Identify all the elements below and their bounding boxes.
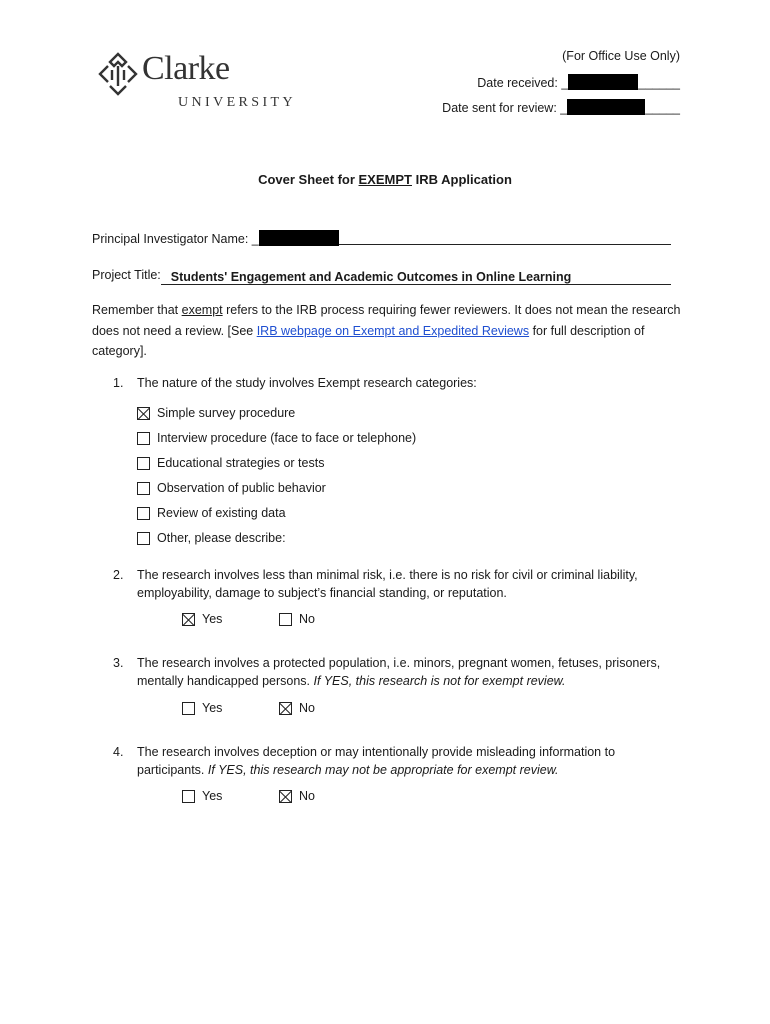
pi-name-colon: : _ xyxy=(244,232,259,246)
clarke-emblem-icon xyxy=(98,52,138,98)
checkbox[interactable] xyxy=(182,613,195,626)
option-label: Educational strategies or tests xyxy=(157,456,325,470)
question-3 xyxy=(113,654,683,694)
page-title xyxy=(0,172,770,187)
question-number: 2. xyxy=(113,568,124,582)
title-emphasis: EXEMPT xyxy=(358,172,412,187)
logo-wordmark: Clarke xyxy=(142,50,230,87)
date-received-blank: ______ xyxy=(638,76,680,90)
date-sent-label: Date sent for review: _ xyxy=(442,101,568,115)
yes-label: Yes xyxy=(202,789,223,803)
project-title-field[interactable]: Students' Engagement and Academic Outcomes in Online Learning xyxy=(161,270,671,285)
checkbox[interactable] xyxy=(137,407,150,420)
logo-subtitle: UNIVERSITY xyxy=(178,95,296,110)
q3-no[interactable] xyxy=(279,701,315,715)
note-text: Remember that xyxy=(92,303,182,317)
date-received-row xyxy=(477,74,680,90)
clarke-university-logo xyxy=(98,52,308,116)
project-title-row xyxy=(92,268,671,285)
title-prefix: Cover Sheet for xyxy=(258,172,359,187)
redaction-bar xyxy=(567,99,645,115)
q3-yes[interactable] xyxy=(182,701,222,715)
option-label: Interview procedure (face to face or telephone) xyxy=(157,431,417,445)
title-suffix: IRB Application xyxy=(411,172,512,187)
date-received-label: Date received: _ xyxy=(477,76,569,90)
q1-option[interactable] xyxy=(137,481,326,495)
no-label: No xyxy=(299,612,315,626)
question-text: The research involves a protected population, i.e. minors, pregnant women, fetuses, prisoners, mentally handicapped persons. If YES, this research is not for exempt review. xyxy=(137,656,661,688)
checkbox[interactable] xyxy=(137,532,150,545)
q4-no[interactable] xyxy=(279,789,315,803)
q1-option[interactable] xyxy=(137,456,324,470)
project-title-label: Project Title: xyxy=(92,268,161,282)
pi-name-field[interactable] xyxy=(339,231,671,245)
q1-option[interactable] xyxy=(137,531,286,545)
q1-option[interactable] xyxy=(137,506,286,520)
question-1 xyxy=(113,374,683,394)
checkbox[interactable] xyxy=(279,613,292,626)
note-text: refers to the IRB process requiring fewer reviewers. It does not mean the research does not need a review. [See xyxy=(92,303,681,338)
option-label: Simple survey procedure xyxy=(157,406,296,420)
date-sent-blank: _____ xyxy=(645,101,680,115)
q2-no[interactable] xyxy=(279,612,315,626)
question-number: 3. xyxy=(113,656,124,670)
checkbox[interactable] xyxy=(137,457,150,470)
q1-option[interactable] xyxy=(137,431,416,445)
no-label: No xyxy=(299,701,315,715)
q2-yes[interactable] xyxy=(182,612,222,626)
checkbox[interactable] xyxy=(137,432,150,445)
checkbox[interactable] xyxy=(279,790,292,803)
question-text: The research involves less than minimal risk, i.e. there is no risk for civil or criminal liability, employability, damage to subject’s financial standing, or reputation. xyxy=(137,568,638,600)
option-label: Review of existing data xyxy=(157,506,286,520)
question-text: The research involves deception or may intentionally provide misleading information to participants. If YES, this research may not be appropriate for exempt review. xyxy=(137,745,616,777)
pi-name-label: Principal Investigator Name xyxy=(92,232,245,246)
q4-yes[interactable] xyxy=(182,789,222,803)
date-sent-row xyxy=(442,99,680,115)
office-use-heading: (For Office Use Only) xyxy=(562,49,680,63)
question-text: The nature of the study involves Exempt research categories: xyxy=(137,376,477,390)
checkbox[interactable] xyxy=(137,482,150,495)
redaction-bar xyxy=(259,230,339,246)
note-emphasis: exempt xyxy=(181,303,223,317)
checkbox[interactable] xyxy=(182,790,195,803)
yes-label: Yes xyxy=(202,701,223,715)
question-number: 4. xyxy=(113,745,124,759)
question-4 xyxy=(113,743,683,783)
question-number: 1. xyxy=(113,376,124,390)
no-label: No xyxy=(299,789,315,803)
redaction-bar xyxy=(568,74,638,90)
checkbox[interactable] xyxy=(182,702,195,715)
question-2 xyxy=(113,566,683,606)
yes-label: Yes xyxy=(202,612,223,626)
option-label: Other, please describe: xyxy=(157,531,286,545)
checkbox[interactable] xyxy=(137,507,150,520)
irb-webpage-link[interactable]: IRB webpage on Exempt and Expedited Reviews xyxy=(256,323,530,338)
q1-option[interactable] xyxy=(137,406,295,420)
note-text: for full description of category]. xyxy=(92,323,645,358)
exempt-note xyxy=(92,300,682,362)
checkbox[interactable] xyxy=(279,702,292,715)
option-label: Observation of public behavior xyxy=(157,481,326,495)
pi-name-row xyxy=(92,230,671,246)
